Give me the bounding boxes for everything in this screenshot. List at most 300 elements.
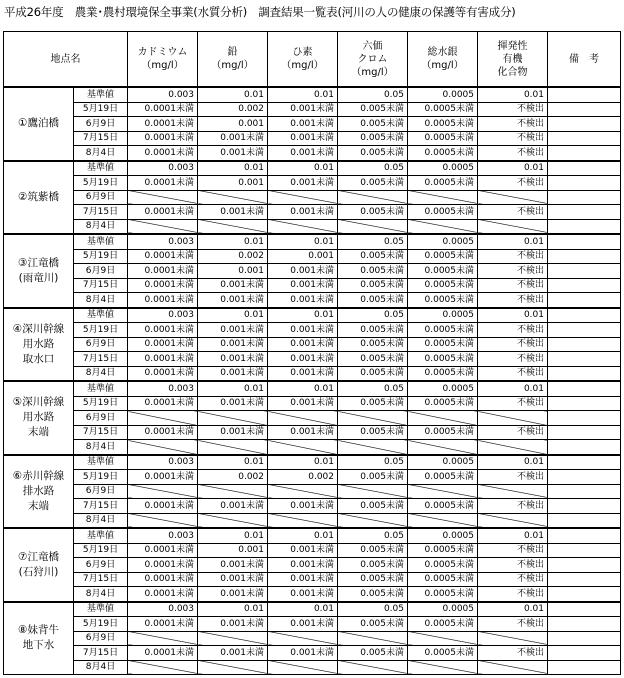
mercury-value: 0.0005未満 bbox=[408, 352, 478, 367]
no-sample-cell bbox=[408, 219, 478, 234]
chromium-value: 0.005未満 bbox=[338, 131, 408, 146]
mercury-value: 0.0005未満 bbox=[408, 396, 478, 411]
site-name bbox=[4, 528, 74, 602]
remarks-cell bbox=[548, 176, 621, 191]
site-name bbox=[4, 234, 74, 308]
sample-date: 7月15日 bbox=[74, 646, 128, 661]
sample-date: 5月19日 bbox=[74, 176, 128, 191]
site-name-line: 末端 bbox=[28, 426, 49, 439]
site-name-line: ⑦江竜橋 bbox=[18, 550, 59, 563]
no-sample-cell bbox=[338, 631, 408, 646]
header-lead-name: 鉛 bbox=[227, 47, 238, 58]
site-name-line: ④深川幹線 bbox=[12, 322, 65, 335]
lead-value: 0.001 bbox=[198, 176, 268, 191]
arsenic-value: 0.001未満 bbox=[268, 323, 338, 338]
no-sample-cell bbox=[128, 484, 198, 499]
no-sample-cell bbox=[268, 440, 338, 455]
cadmium-value: 0.0001未満 bbox=[128, 572, 198, 587]
site-name-line: 地下水 bbox=[22, 639, 55, 652]
lead-value: 0.001未満 bbox=[198, 131, 268, 146]
table-row bbox=[4, 205, 621, 220]
table-row bbox=[4, 293, 621, 308]
chromium-value: 0.005未満 bbox=[338, 249, 408, 264]
header-chromium-line2: クロム bbox=[357, 53, 388, 65]
voc-value: 0.01 bbox=[478, 455, 548, 470]
no-sample-cell bbox=[128, 411, 198, 426]
cadmium-value: 0.0001未満 bbox=[128, 366, 198, 381]
lead-value: 0.01 bbox=[198, 602, 268, 617]
mercury-value: 0.0005未満 bbox=[408, 543, 478, 558]
no-sample-cell bbox=[198, 631, 268, 646]
no-sample-cell bbox=[408, 631, 478, 646]
mercury-value: 0.0005未満 bbox=[408, 572, 478, 587]
arsenic-value: 0.001未満 bbox=[268, 352, 338, 367]
cadmium-value: 0.0001未満 bbox=[128, 323, 198, 338]
sample-date: 5月19日 bbox=[74, 617, 128, 632]
sample-date: 8月4日 bbox=[74, 293, 128, 308]
table-row bbox=[4, 249, 621, 264]
header-mercury bbox=[408, 32, 478, 88]
voc-value: 不検出 bbox=[478, 425, 548, 440]
cadmium-value: 0.0001未満 bbox=[128, 176, 198, 191]
arsenic-value: 0.001未満 bbox=[268, 278, 338, 293]
site-name bbox=[4, 308, 74, 382]
table-row bbox=[4, 470, 621, 485]
cadmium-value: 0.0001未満 bbox=[128, 337, 198, 352]
remarks-cell bbox=[548, 587, 621, 602]
sample-date: 6月9日 bbox=[74, 631, 128, 646]
voc-value: 不検出 bbox=[478, 499, 548, 514]
no-sample-cell bbox=[408, 513, 478, 528]
lead-value: 0.01 bbox=[198, 161, 268, 176]
chromium-value: 0.005未満 bbox=[338, 470, 408, 485]
site-name-line: (雨竜川) bbox=[18, 271, 59, 284]
lead-value: 0.001未満 bbox=[198, 323, 268, 338]
sample-date: 5月19日 bbox=[74, 323, 128, 338]
remarks-cell bbox=[548, 146, 621, 161]
document-title: 平成26年度 農業･農村環境保全事業(水質分析) 調査結果一覧表(河川の人の健康の保護等有害成分) bbox=[4, 5, 516, 19]
table-row bbox=[4, 146, 621, 161]
table-row bbox=[4, 278, 621, 293]
header-chromium bbox=[338, 32, 408, 88]
lead-value: 0.001未満 bbox=[198, 572, 268, 587]
chromium-value: 0.005未満 bbox=[338, 587, 408, 602]
no-sample-cell bbox=[408, 190, 478, 205]
header-chromium-unit: （mg/l） bbox=[351, 66, 394, 78]
voc-value: 不検出 bbox=[478, 146, 548, 161]
voc-value: 不検出 bbox=[478, 205, 548, 220]
standard-label: 基準値 bbox=[74, 87, 128, 102]
sample-date: 5月19日 bbox=[74, 396, 128, 411]
remarks-cell bbox=[548, 264, 621, 279]
mercury-value: 0.0005未満 bbox=[408, 499, 478, 514]
arsenic-value: 0.01 bbox=[268, 381, 338, 396]
site-name bbox=[4, 381, 74, 455]
no-sample-cell bbox=[268, 411, 338, 426]
arsenic-value: 0.001未満 bbox=[268, 205, 338, 220]
chromium-value: 0.005未満 bbox=[338, 323, 408, 338]
chromium-value: 0.005未満 bbox=[338, 278, 408, 293]
cadmium-value: 0.0001未満 bbox=[128, 543, 198, 558]
table-row bbox=[4, 499, 621, 514]
chromium-value: 0.05 bbox=[338, 87, 408, 102]
sample-date: 8月4日 bbox=[74, 146, 128, 161]
no-sample-cell bbox=[128, 219, 198, 234]
table-row bbox=[4, 396, 621, 411]
chromium-value: 0.005未満 bbox=[338, 352, 408, 367]
voc-value: 0.01 bbox=[478, 602, 548, 617]
cadmium-value: 0.0001未満 bbox=[128, 249, 198, 264]
voc-value: 不検出 bbox=[478, 323, 548, 338]
lead-value: 0.001未満 bbox=[198, 205, 268, 220]
table-row bbox=[4, 102, 621, 117]
no-sample-cell bbox=[198, 484, 268, 499]
mercury-value: 0.0005未満 bbox=[408, 102, 478, 117]
remarks-cell bbox=[548, 602, 621, 617]
arsenic-value: 0.001未満 bbox=[268, 396, 338, 411]
arsenic-value: 0.001未満 bbox=[268, 176, 338, 191]
lead-value: 0.001未満 bbox=[198, 146, 268, 161]
arsenic-value: 0.001未満 bbox=[268, 337, 338, 352]
sample-date: 8月4日 bbox=[74, 219, 128, 234]
sample-date: 6月9日 bbox=[74, 558, 128, 573]
voc-value: 不検出 bbox=[478, 117, 548, 132]
no-sample-cell bbox=[198, 219, 268, 234]
lead-value: 0.01 bbox=[198, 87, 268, 102]
standard-label: 基準値 bbox=[74, 308, 128, 323]
lead-value: 0.002 bbox=[198, 470, 268, 485]
cadmium-value: 0.0001未満 bbox=[128, 131, 198, 146]
voc-value: 不検出 bbox=[478, 470, 548, 485]
site-name-line: 用水路 bbox=[22, 337, 55, 350]
voc-value: 不検出 bbox=[478, 396, 548, 411]
mercury-value: 0.0005未満 bbox=[408, 117, 478, 132]
remarks-cell bbox=[548, 455, 621, 470]
sample-date: 8月4日 bbox=[74, 440, 128, 455]
mercury-value: 0.0005未満 bbox=[408, 617, 478, 632]
site-name-line: ⑧妹背牛 bbox=[18, 624, 59, 637]
arsenic-value: 0.001 bbox=[268, 249, 338, 264]
sample-date: 5月19日 bbox=[74, 249, 128, 264]
cadmium-value: 0.003 bbox=[128, 602, 198, 617]
cadmium-value: 0.0001未満 bbox=[128, 205, 198, 220]
table-row bbox=[4, 176, 621, 191]
voc-value: 不検出 bbox=[478, 293, 548, 308]
no-sample-cell bbox=[128, 513, 198, 528]
voc-value: 不検出 bbox=[478, 131, 548, 146]
sample-date: 8月4日 bbox=[74, 513, 128, 528]
site-name bbox=[4, 161, 74, 235]
voc-value: 不検出 bbox=[478, 278, 548, 293]
mercury-value: 0.0005未満 bbox=[408, 425, 478, 440]
no-sample-cell bbox=[478, 660, 548, 675]
table-row bbox=[4, 190, 621, 205]
remarks-cell bbox=[548, 366, 621, 381]
lead-value: 0.001未満 bbox=[198, 278, 268, 293]
header-cadmium-name: カドミウム bbox=[137, 47, 188, 58]
no-sample-cell bbox=[128, 440, 198, 455]
mercury-value: 0.0005 bbox=[408, 308, 478, 323]
voc-value: 0.01 bbox=[478, 87, 548, 102]
no-sample-cell bbox=[338, 484, 408, 499]
mercury-value: 0.0005 bbox=[408, 528, 478, 543]
table-row bbox=[4, 455, 621, 470]
cadmium-value: 0.0001未満 bbox=[128, 558, 198, 573]
no-sample-cell bbox=[198, 660, 268, 675]
table-row bbox=[4, 572, 621, 587]
table-row bbox=[4, 264, 621, 279]
no-sample-cell bbox=[338, 513, 408, 528]
chromium-value: 0.005未満 bbox=[338, 558, 408, 573]
cadmium-value: 0.0001未満 bbox=[128, 278, 198, 293]
mercury-value: 0.0005未満 bbox=[408, 646, 478, 661]
table-row bbox=[4, 587, 621, 602]
remarks-cell bbox=[548, 161, 621, 176]
table-row bbox=[4, 234, 621, 249]
arsenic-value: 0.01 bbox=[268, 234, 338, 249]
no-sample-cell bbox=[268, 660, 338, 675]
remarks-cell bbox=[548, 411, 621, 426]
chromium-value: 0.005未満 bbox=[338, 205, 408, 220]
table-row bbox=[4, 646, 621, 661]
table-row bbox=[4, 440, 621, 455]
table-row bbox=[4, 513, 621, 528]
no-sample-cell bbox=[338, 219, 408, 234]
remarks-cell bbox=[548, 396, 621, 411]
no-sample-cell bbox=[478, 440, 548, 455]
cadmium-value: 0.0001未満 bbox=[128, 102, 198, 117]
arsenic-value: 0.01 bbox=[268, 602, 338, 617]
no-sample-cell bbox=[338, 411, 408, 426]
remarks-cell bbox=[548, 631, 621, 646]
lead-value: 0.001未満 bbox=[198, 587, 268, 602]
no-sample-cell bbox=[478, 484, 548, 499]
no-sample-cell bbox=[408, 484, 478, 499]
site-name bbox=[4, 87, 74, 161]
table-row bbox=[4, 617, 621, 632]
mercury-value: 0.0005未満 bbox=[408, 293, 478, 308]
arsenic-value: 0.001未満 bbox=[268, 499, 338, 514]
lead-value: 0.002 bbox=[198, 249, 268, 264]
voc-value: 不検出 bbox=[478, 176, 548, 191]
arsenic-value: 0.001未満 bbox=[268, 587, 338, 602]
sample-date: 6月9日 bbox=[74, 411, 128, 426]
arsenic-value: 0.001未満 bbox=[268, 146, 338, 161]
no-sample-cell bbox=[128, 631, 198, 646]
lead-value: 0.001未満 bbox=[198, 337, 268, 352]
cadmium-value: 0.003 bbox=[128, 381, 198, 396]
sample-date: 7月15日 bbox=[74, 425, 128, 440]
chromium-value: 0.05 bbox=[338, 308, 408, 323]
header-location: 地点名 bbox=[4, 32, 128, 88]
remarks-cell bbox=[548, 190, 621, 205]
table-row bbox=[4, 484, 621, 499]
sample-date: 8月4日 bbox=[74, 587, 128, 602]
remarks-cell bbox=[548, 617, 621, 632]
remarks-cell bbox=[548, 528, 621, 543]
remarks-cell bbox=[548, 87, 621, 102]
lead-value: 0.001未満 bbox=[198, 352, 268, 367]
voc-value: 0.01 bbox=[478, 528, 548, 543]
cadmium-value: 0.0001未満 bbox=[128, 470, 198, 485]
lead-value: 0.001未満 bbox=[198, 293, 268, 308]
table-row bbox=[4, 631, 621, 646]
no-sample-cell bbox=[338, 190, 408, 205]
site-name-line: ①鷹泊橋 bbox=[18, 117, 59, 130]
table-row bbox=[4, 161, 621, 176]
cadmium-value: 0.0001未満 bbox=[128, 646, 198, 661]
voc-value: 不検出 bbox=[478, 572, 548, 587]
arsenic-value: 0.01 bbox=[268, 308, 338, 323]
remarks-cell bbox=[548, 543, 621, 558]
remarks-cell bbox=[548, 205, 621, 220]
no-sample-cell bbox=[338, 660, 408, 675]
sample-date: 6月9日 bbox=[74, 264, 128, 279]
header-cadmium-unit: （mg/l） bbox=[141, 60, 184, 71]
table-row bbox=[4, 352, 621, 367]
arsenic-value: 0.001未満 bbox=[268, 264, 338, 279]
table-row bbox=[4, 660, 621, 675]
voc-value: 不検出 bbox=[478, 587, 548, 602]
cadmium-value: 0.0001未満 bbox=[128, 264, 198, 279]
arsenic-value: 0.001未満 bbox=[268, 646, 338, 661]
chromium-value: 0.05 bbox=[338, 455, 408, 470]
cadmium-value: 0.0001未満 bbox=[128, 396, 198, 411]
table-row bbox=[4, 337, 621, 352]
lead-value: 0.001 bbox=[198, 543, 268, 558]
sample-date: 7月15日 bbox=[74, 572, 128, 587]
cadmium-value: 0.0001未満 bbox=[128, 425, 198, 440]
header-remarks: 備 考 bbox=[548, 32, 621, 88]
lead-value: 0.01 bbox=[198, 381, 268, 396]
chromium-value: 0.005未満 bbox=[338, 146, 408, 161]
voc-value: 不検出 bbox=[478, 102, 548, 117]
mercury-value: 0.0005 bbox=[408, 161, 478, 176]
lead-value: 0.002 bbox=[198, 102, 268, 117]
header-voc-line3: 化合物 bbox=[497, 66, 528, 78]
mercury-value: 0.0005 bbox=[408, 602, 478, 617]
voc-value: 0.01 bbox=[478, 381, 548, 396]
chromium-value: 0.005未満 bbox=[338, 646, 408, 661]
lead-value: 0.001未満 bbox=[198, 396, 268, 411]
arsenic-value: 0.001未満 bbox=[268, 543, 338, 558]
cadmium-value: 0.003 bbox=[128, 161, 198, 176]
chromium-value: 0.005未満 bbox=[338, 425, 408, 440]
site-name bbox=[4, 455, 74, 529]
arsenic-value: 0.001未満 bbox=[268, 102, 338, 117]
header-lead-unit: （mg/l） bbox=[211, 60, 254, 71]
mercury-value: 0.0005未満 bbox=[408, 323, 478, 338]
header-lead bbox=[198, 32, 268, 88]
remarks-cell bbox=[548, 337, 621, 352]
no-sample-cell bbox=[478, 631, 548, 646]
chromium-value: 0.005未満 bbox=[338, 337, 408, 352]
no-sample-cell bbox=[268, 484, 338, 499]
no-sample-cell bbox=[198, 411, 268, 426]
table-row bbox=[4, 543, 621, 558]
chromium-value: 0.005未満 bbox=[338, 117, 408, 132]
remarks-cell bbox=[548, 102, 621, 117]
arsenic-value: 0.001未満 bbox=[268, 293, 338, 308]
arsenic-value: 0.01 bbox=[268, 161, 338, 176]
site-name-line: 排水路 bbox=[22, 484, 55, 497]
mercury-value: 0.0005未満 bbox=[408, 264, 478, 279]
arsenic-value: 0.001未満 bbox=[268, 131, 338, 146]
header-voc-line1: 揮発性 bbox=[497, 40, 528, 52]
standard-label: 基準値 bbox=[74, 234, 128, 249]
mercury-value: 0.0005 bbox=[408, 455, 478, 470]
table-row bbox=[4, 558, 621, 573]
remarks-cell bbox=[548, 513, 621, 528]
table-row bbox=[4, 602, 621, 617]
sample-date: 7月15日 bbox=[74, 499, 128, 514]
lead-value: 0.01 bbox=[198, 455, 268, 470]
sample-date: 6月9日 bbox=[74, 484, 128, 499]
lead-value: 0.01 bbox=[198, 234, 268, 249]
chromium-value: 0.005未満 bbox=[338, 499, 408, 514]
lead-value: 0.01 bbox=[198, 308, 268, 323]
header-arsenic-unit: （mg/l） bbox=[281, 60, 324, 71]
arsenic-value: 0.001未満 bbox=[268, 572, 338, 587]
sample-date: 6月9日 bbox=[74, 117, 128, 132]
chromium-value: 0.005未満 bbox=[338, 572, 408, 587]
standard-label: 基準値 bbox=[74, 381, 128, 396]
voc-value: 不検出 bbox=[478, 352, 548, 367]
chromium-value: 0.05 bbox=[338, 602, 408, 617]
cadmium-value: 0.003 bbox=[128, 87, 198, 102]
chromium-value: 0.005未満 bbox=[338, 617, 408, 632]
header-voc-line2: 有機 bbox=[502, 53, 523, 65]
header-mercury-name: 総水銀 bbox=[427, 47, 458, 58]
mercury-value: 0.0005 bbox=[408, 234, 478, 249]
no-sample-cell bbox=[128, 660, 198, 675]
mercury-value: 0.0005未満 bbox=[408, 587, 478, 602]
header-mercury-unit: （mg/l） bbox=[421, 60, 464, 71]
mercury-value: 0.0005未満 bbox=[408, 278, 478, 293]
voc-value: 不検出 bbox=[478, 617, 548, 632]
cadmium-value: 0.0001未満 bbox=[128, 117, 198, 132]
remarks-cell bbox=[548, 278, 621, 293]
table-row bbox=[4, 323, 621, 338]
table-row bbox=[4, 366, 621, 381]
remarks-cell bbox=[548, 381, 621, 396]
mercury-value: 0.0005 bbox=[408, 381, 478, 396]
remarks-cell bbox=[548, 499, 621, 514]
remarks-cell bbox=[548, 660, 621, 675]
chromium-value: 0.005未満 bbox=[338, 293, 408, 308]
chromium-value: 0.005未満 bbox=[338, 543, 408, 558]
sample-date: 5月19日 bbox=[74, 543, 128, 558]
remarks-cell bbox=[548, 470, 621, 485]
chromium-value: 0.005未満 bbox=[338, 102, 408, 117]
cadmium-value: 0.0001未満 bbox=[128, 499, 198, 514]
mercury-value: 0.0005未満 bbox=[408, 558, 478, 573]
mercury-value: 0.0005未満 bbox=[408, 131, 478, 146]
remarks-cell bbox=[548, 425, 621, 440]
remarks-cell bbox=[548, 249, 621, 264]
no-sample-cell bbox=[198, 513, 268, 528]
table-row bbox=[4, 117, 621, 132]
chromium-value: 0.005未満 bbox=[338, 176, 408, 191]
remarks-cell bbox=[548, 572, 621, 587]
arsenic-value: 0.01 bbox=[268, 87, 338, 102]
table-row bbox=[4, 87, 621, 102]
cadmium-value: 0.0001未満 bbox=[128, 352, 198, 367]
chromium-value: 0.005未満 bbox=[338, 396, 408, 411]
sample-date: 6月9日 bbox=[74, 190, 128, 205]
cadmium-value: 0.0001未満 bbox=[128, 293, 198, 308]
arsenic-value: 0.001未満 bbox=[268, 117, 338, 132]
